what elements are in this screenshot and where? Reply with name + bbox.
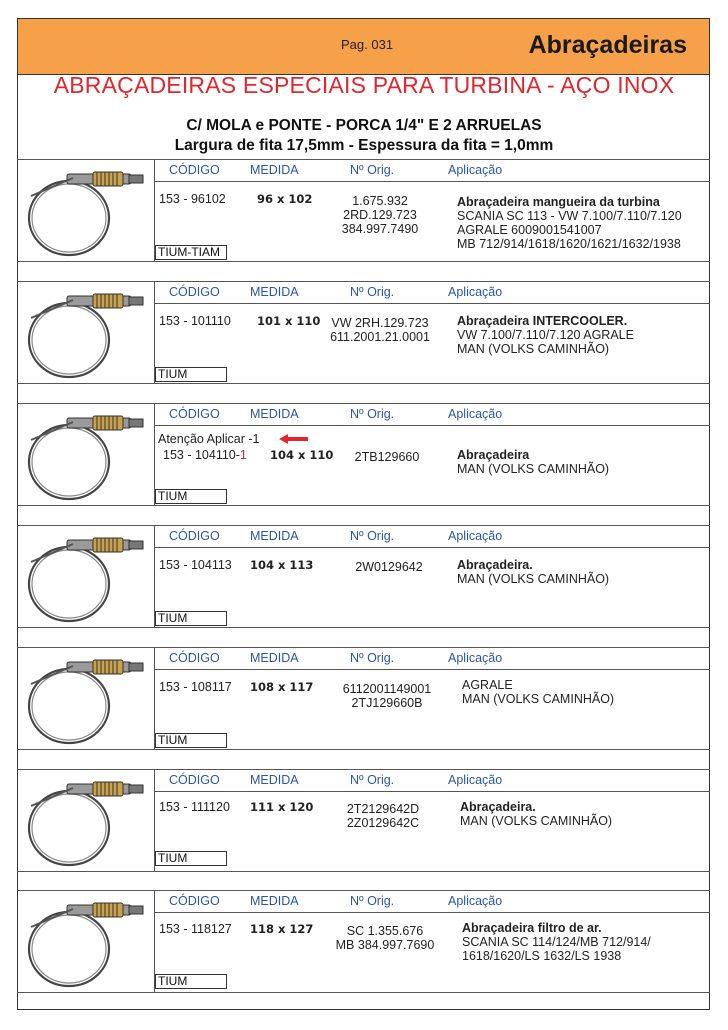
col-codigo: CÓDIGO [169, 163, 220, 177]
clamp-illustration-icon [17, 404, 154, 505]
type-tag: TIUM-TIAM [155, 245, 227, 260]
clamp-image [17, 891, 155, 992]
col-orig: Nº Orig. [350, 407, 395, 421]
col-medida: MEDIDA [250, 894, 299, 908]
codigo-value: 153 - 101110 [159, 314, 231, 328]
orig-value: VW 2RH.129.723 611.2001.21.0001 [330, 316, 430, 344]
clamp-image [17, 526, 155, 627]
clamp-image [17, 282, 155, 383]
codigo-value: 153 - 118127 [159, 922, 232, 936]
type-tag: TIUM [155, 733, 227, 748]
col-codigo: CÓDIGO [169, 894, 220, 908]
page-number: Pag. 031 [341, 37, 394, 52]
column-header [155, 404, 710, 426]
col-aplicacao: Aplicação [448, 407, 503, 421]
aplicacao-value: AGRALE MAN (VOLKS CAMINHÃO) [462, 678, 615, 706]
column-header [155, 770, 710, 792]
col-codigo: CÓDIGO [169, 285, 220, 299]
aplicacao-value: Abraçadeira. MAN (VOLKS CAMINHÃO) [460, 800, 613, 828]
column-header [155, 160, 710, 182]
attention-note: Atenção Aplicar -1 [158, 432, 260, 446]
col-orig: Nº Orig. [350, 894, 395, 908]
col-codigo: CÓDIGO [169, 529, 220, 543]
col-aplicacao: Aplicação [448, 529, 503, 543]
column-header [155, 526, 710, 548]
col-medida: MEDIDA [250, 163, 299, 177]
col-orig: Nº Orig. [350, 163, 395, 177]
type-tag: TIUM [155, 974, 227, 989]
col-aplicacao: Aplicação [448, 285, 503, 299]
aplicacao-value: Abraçadeira MAN (VOLKS CAMINHÃO) [457, 448, 610, 476]
type-tag: TIUM [155, 611, 227, 626]
aplicacao-value: Abraçadeira mangueira da turbina SCANIA SC 113 - VW 7.100/7.110/7.120 AGRALE 6009001541007 MB 712/914/1618/1620/1621/1632/1938 [457, 195, 682, 251]
medida-value: 104 x 110 [270, 448, 334, 462]
clamp-illustration-icon [17, 648, 154, 749]
clamp-illustration-icon [17, 770, 154, 871]
type-tag: TIUM [155, 489, 227, 504]
main-title: ABRAÇADEIRAS ESPECIAIS PARA TURBINA - AÇO INOX [53, 72, 675, 98]
codigo-value: 153 - 111120 [159, 800, 230, 814]
orig-value: 6112001149001 2TJ129660B [342, 682, 432, 710]
type-tag: TIUM [155, 851, 227, 866]
clamp-illustration-icon [17, 160, 154, 261]
red-arrow-icon [279, 434, 309, 444]
column-header [155, 282, 710, 304]
col-medida: MEDIDA [250, 773, 299, 787]
codigo-value: 153 - 104110-1 [163, 448, 247, 462]
col-aplicacao: Aplicação [448, 651, 503, 665]
aplicacao-value: Abraçadeira INTERCOOLER. VW 7.100/7.110/7.120 AGRALE MAN (VOLKS CAMINHÃO) [457, 314, 634, 356]
col-medida: MEDIDA [250, 529, 299, 543]
col-medida: MEDIDA [250, 285, 299, 299]
type-tag: TIUM [155, 367, 227, 382]
orig-value: 2TB129660 [354, 450, 420, 464]
medida-value: 96 x 102 [257, 192, 313, 206]
col-medida: MEDIDA [250, 651, 299, 665]
orig-value: 2T2129642D 2Z0129642C [346, 802, 420, 830]
subtitle-spec: C/ MOLA e PONTE - PORCA 1/4" E 2 ARRUELAS [186, 117, 542, 134]
col-aplicacao: Aplicação [448, 894, 503, 908]
medida-value: 118 x 127 [250, 922, 314, 936]
aplicacao-value: Abraçadeira. MAN (VOLKS CAMINHÃO) [457, 558, 610, 586]
subtitle-dimensions: Largura de fita 17,5mm - Espessura da fita = 1,0mm [174, 137, 554, 154]
clamp-illustration-icon [17, 526, 154, 627]
clamp-image [17, 404, 155, 505]
col-orig: Nº Orig. [350, 285, 395, 299]
column-header [155, 891, 710, 913]
col-orig: Nº Orig. [350, 529, 395, 543]
codigo-value: 153 - 104113 [159, 558, 232, 572]
clamp-image [17, 160, 155, 261]
codigo-value: 153 - 96102 [159, 192, 226, 206]
col-codigo: CÓDIGO [169, 651, 220, 665]
orig-value: SC 1.355.676 MB 384.997.7690 [335, 924, 435, 952]
orig-value: 2W0129642 [355, 560, 423, 574]
col-codigo: CÓDIGO [169, 407, 220, 421]
section-title: Abraçadeiras [528, 31, 687, 59]
col-codigo: CÓDIGO [169, 773, 220, 787]
codigo-value: 153 - 108117 [159, 680, 232, 694]
col-aplicacao: Aplicação [448, 163, 503, 177]
page-header [18, 19, 709, 75]
clamp-illustration-icon [17, 282, 154, 383]
medida-value: 101 x 110 [257, 314, 321, 328]
clamp-image [17, 648, 155, 749]
col-medida: MEDIDA [250, 407, 299, 421]
col-aplicacao: Aplicação [448, 773, 503, 787]
clamp-illustration-icon [17, 891, 154, 992]
col-orig: Nº Orig. [350, 651, 395, 665]
medida-value: 111 x 120 [250, 800, 314, 814]
medida-value: 104 x 113 [250, 558, 314, 572]
medida-value: 108 x 117 [250, 680, 314, 694]
orig-value: 1.675.932 2RD.129.723 384.997.7490 [341, 194, 419, 236]
aplicacao-value: Abraçadeira filtro de ar. SCANIA SC 114/124/MB 712/914/ 1618/1620/LS 1632/LS 1938 [462, 921, 651, 963]
column-header [155, 648, 710, 670]
clamp-image [17, 770, 155, 871]
col-orig: Nº Orig. [350, 773, 395, 787]
